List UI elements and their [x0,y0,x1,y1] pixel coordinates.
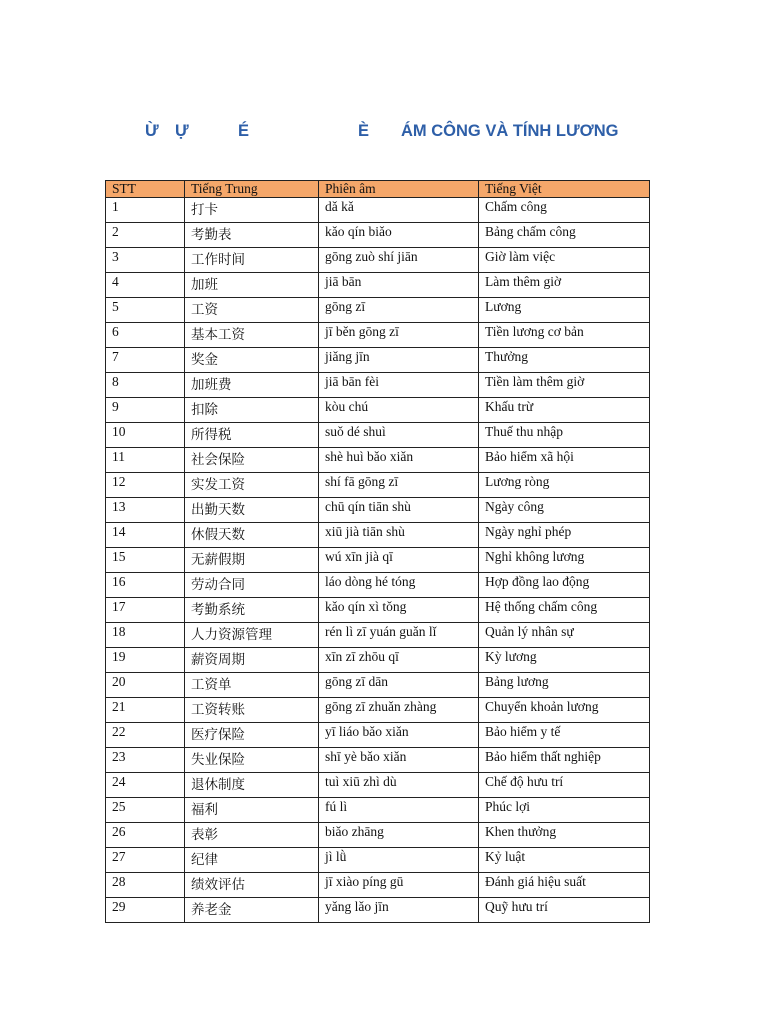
cell-chinese: 绩效评估 [185,873,319,898]
cell-chinese: 失业保险 [185,748,319,773]
cell-stt: 19 [106,648,185,673]
cell-pinyin: láo dòng hé tóng [319,573,479,598]
cell-chinese: 医疗保险 [185,723,319,748]
cell-pinyin: shè huì bǎo xiǎn [319,448,479,473]
cell-pinyin: gōng zī [319,298,479,323]
table-row [106,448,650,473]
cell-pinyin: kòu chú [319,398,479,423]
cell-chinese: 加班 [185,273,319,298]
cell-pinyin: rén lì zī yuán guǎn lǐ [319,623,479,648]
cell-stt: 27 [106,848,185,873]
cell-chinese: 考勤系统 [185,598,319,623]
cell-vietnamese: Làm thêm giờ [479,273,650,298]
table-header-row [106,181,650,198]
cell-pinyin: jī xiào píng gū [319,873,479,898]
cell-vietnamese: Thuế thu nhập [479,423,650,448]
cell-stt: 18 [106,623,185,648]
cell-vietnamese: Bảo hiểm xã hội [479,448,650,473]
cell-pinyin: dǎ kǎ [319,198,479,223]
cell-pinyin: chū qín tiān shù [319,498,479,523]
column-header-stt: STT [106,181,185,198]
cell-chinese: 退休制度 [185,773,319,798]
cell-chinese: 基本工资 [185,323,319,348]
cell-vietnamese: Chế độ hưu trí [479,773,650,798]
cell-vietnamese: Chấm công [479,198,650,223]
cell-pinyin: gōng zī dān [319,673,479,698]
cell-chinese: 奖金 [185,348,319,373]
page-title [0,122,768,148]
cell-vietnamese: Kỷ luật [479,848,650,873]
table-row [106,298,650,323]
cell-chinese: 出勤天数 [185,498,319,523]
cell-pinyin: suǒ dé shuì [319,423,479,448]
table-row [106,523,650,548]
table-row [106,623,650,648]
cell-stt: 24 [106,773,185,798]
table-row [106,873,650,898]
cell-pinyin: gōng zī zhuǎn zhàng [319,698,479,723]
cell-chinese: 休假天数 [185,523,319,548]
table-row [106,398,650,423]
cell-chinese: 所得税 [185,423,319,448]
cell-vietnamese: Bảo hiểm thất nghiệp [479,748,650,773]
cell-stt: 12 [106,473,185,498]
cell-pinyin: shī yè bǎo xiǎn [319,748,479,773]
cell-vietnamese: Bảo hiểm y tế [479,723,650,748]
cell-vietnamese: Bảng lương [479,673,650,698]
title-fragment: É [238,122,250,140]
cell-vietnamese: Ngày công [479,498,650,523]
cell-vietnamese: Quỹ hưu trí [479,898,650,923]
cell-chinese: 工作时间 [185,248,319,273]
table-row [106,273,650,298]
table-row [106,898,650,923]
cell-stt: 16 [106,573,185,598]
table-row [106,248,650,273]
cell-chinese: 考勤表 [185,223,319,248]
cell-pinyin: kǎo qín biǎo [319,223,479,248]
cell-vietnamese: Quản lý nhân sự [479,623,650,648]
cell-stt: 21 [106,698,185,723]
cell-chinese: 劳动合同 [185,573,319,598]
cell-stt: 1 [106,198,185,223]
cell-pinyin: kǎo qín xì tǒng [319,598,479,623]
table-row [106,373,650,398]
cell-stt: 3 [106,248,185,273]
title-fragment: È [358,122,370,140]
cell-stt: 9 [106,398,185,423]
cell-pinyin: tuì xiū zhì dù [319,773,479,798]
cell-stt: 23 [106,748,185,773]
cell-stt: 14 [106,523,185,548]
cell-vietnamese: Ngày nghỉ phép [479,523,650,548]
cell-vietnamese: Thưởng [479,348,650,373]
cell-stt: 28 [106,873,185,898]
cell-stt: 10 [106,423,185,448]
cell-chinese: 扣除 [185,398,319,423]
table-row [106,773,650,798]
cell-vietnamese: Lương ròng [479,473,650,498]
cell-chinese: 表彰 [185,823,319,848]
cell-stt: 20 [106,673,185,698]
table-row [106,348,650,373]
cell-chinese: 加班费 [185,373,319,398]
table-row [106,673,650,698]
cell-vietnamese: Nghỉ không lương [479,548,650,573]
cell-pinyin: jiā bān fèi [319,373,479,398]
column-header-chinese: Tiếng Trung [185,181,319,198]
cell-vietnamese: Giờ làm việc [479,248,650,273]
column-header-vietnamese: Tiếng Việt [479,181,650,198]
table-row [106,698,650,723]
cell-stt: 4 [106,273,185,298]
title-fragment: Ừ [145,122,159,140]
cell-chinese: 工资 [185,298,319,323]
cell-vietnamese: Hệ thống chấm công [479,598,650,623]
column-header-pinyin: Phiên âm [319,181,479,198]
cell-vietnamese: Bảng chấm công [479,223,650,248]
cell-vietnamese: Tiền lương cơ bản [479,323,650,348]
table-row [106,423,650,448]
cell-stt: 7 [106,348,185,373]
cell-pinyin: yī liáo bǎo xiǎn [319,723,479,748]
cell-vietnamese: Kỳ lương [479,648,650,673]
cell-pinyin: wú xīn jià qī [319,548,479,573]
cell-pinyin: jiā bān [319,273,479,298]
cell-vietnamese: Lương [479,298,650,323]
cell-stt: 15 [106,548,185,573]
cell-stt: 11 [106,448,185,473]
cell-stt: 2 [106,223,185,248]
table-row [106,848,650,873]
cell-stt: 17 [106,598,185,623]
cell-chinese: 纪律 [185,848,319,873]
cell-chinese: 实发工资 [185,473,319,498]
table-row [106,598,650,623]
cell-chinese: 工资转账 [185,698,319,723]
cell-vietnamese: Đánh giá hiệu suất [479,873,650,898]
cell-chinese: 人力资源管理 [185,623,319,648]
cell-vietnamese: Khen thưởng [479,823,650,848]
cell-pinyin: fú lì [319,798,479,823]
cell-vietnamese: Khấu trừ [479,398,650,423]
cell-chinese: 无薪假期 [185,548,319,573]
table-body [106,198,650,923]
table-row [106,548,650,573]
cell-pinyin: xīn zī zhōu qī [319,648,479,673]
cell-chinese: 养老金 [185,898,319,923]
cell-stt: 25 [106,798,185,823]
cell-chinese: 工资单 [185,673,319,698]
vocabulary-table [105,180,650,923]
cell-pinyin: yǎng lǎo jīn [319,898,479,923]
table-row [106,648,650,673]
cell-stt: 8 [106,373,185,398]
cell-vietnamese: Chuyển khoản lương [479,698,650,723]
table-row [106,473,650,498]
cell-stt: 29 [106,898,185,923]
cell-chinese: 薪资周期 [185,648,319,673]
title-fragment: ÁM CÔNG VÀ TÍNH LƯƠNG [401,122,619,140]
cell-vietnamese: Phúc lợi [479,798,650,823]
cell-stt: 13 [106,498,185,523]
cell-pinyin: xiū jià tiān shù [319,523,479,548]
cell-pinyin: jiǎng jīn [319,348,479,373]
table-row [106,748,650,773]
cell-stt: 6 [106,323,185,348]
cell-pinyin: shí fā gōng zī [319,473,479,498]
cell-pinyin: jī běn gōng zī [319,323,479,348]
table-row [106,573,650,598]
table-row [106,723,650,748]
table-row [106,798,650,823]
table-row [106,498,650,523]
cell-stt: 22 [106,723,185,748]
table-row [106,198,650,223]
cell-stt: 26 [106,823,185,848]
cell-chinese: 打卡 [185,198,319,223]
table-row [106,323,650,348]
table-row [106,223,650,248]
title-fragment: Ự [175,122,189,140]
cell-vietnamese: Tiền làm thêm giờ [479,373,650,398]
cell-pinyin: gōng zuò shí jiān [319,248,479,273]
cell-pinyin: jì lǜ [319,848,479,873]
cell-vietnamese: Hợp đồng lao động [479,573,650,598]
table-row [106,823,650,848]
cell-chinese: 福利 [185,798,319,823]
cell-stt: 5 [106,298,185,323]
cell-pinyin: biǎo zhāng [319,823,479,848]
cell-chinese: 社会保险 [185,448,319,473]
